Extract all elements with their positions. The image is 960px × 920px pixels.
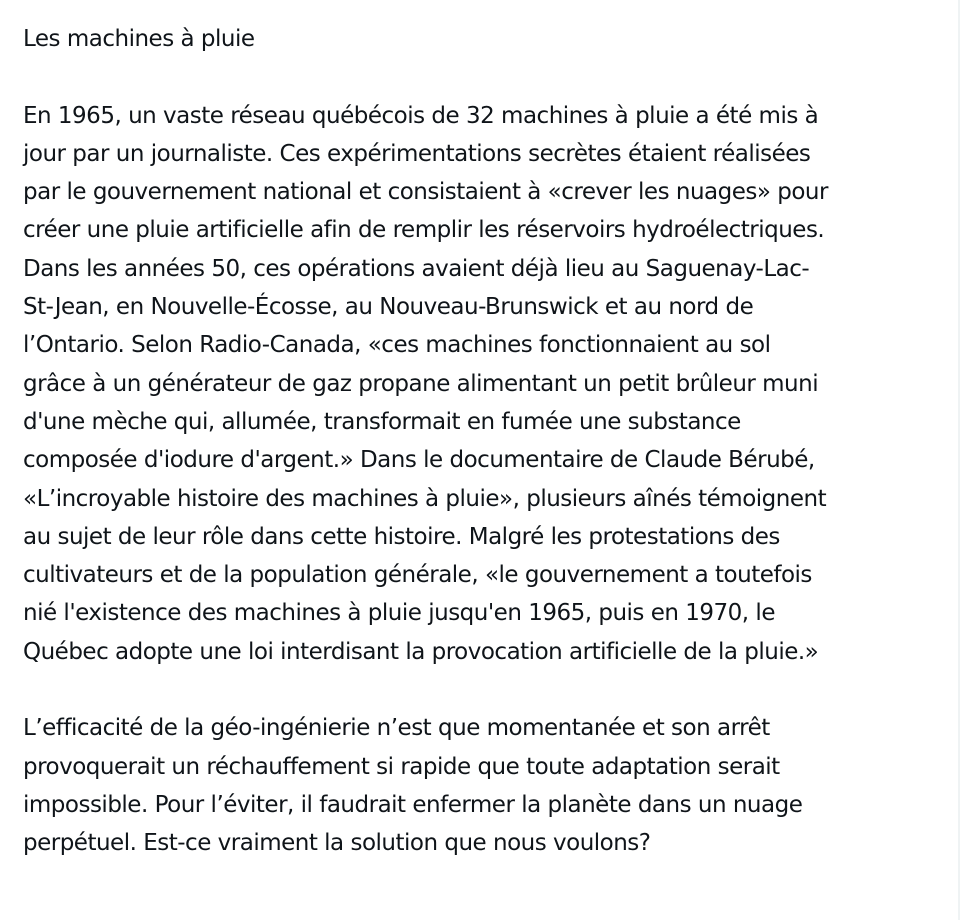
text-line: perpétuel. Est-ce vraiment la solution que nous voulons? xyxy=(23,830,651,857)
paragraph-2 xyxy=(23,709,943,862)
text-line: composée d'iodure d'argent.» Dans le documentaire de Claude Bérubé, xyxy=(23,447,815,474)
text-line: grâce à un générateur de gaz propane alimentant un petit brûleur muni xyxy=(23,370,819,397)
text-line: provoquerait un réchauffement si rapide que toute adaptation serait xyxy=(23,753,780,780)
paragraph-spacer xyxy=(23,58,943,96)
text-line: l’Ontario. Selon Radio-Canada, «ces machines fonctionnaient au sol xyxy=(23,332,771,359)
paragraph-1 xyxy=(23,97,943,671)
text-line: jour par un journaliste. Ces expérimentations secrètes étaient réalisées xyxy=(23,140,811,167)
text-line: cultivateurs et de la population générale, «le gouvernement a toutefois xyxy=(23,562,812,589)
text-line: En 1965, un vaste réseau québécois de 32 machines à pluie a été mis à xyxy=(23,102,819,129)
text-line: créer une pluie artificielle afin de remplir les réservoirs hydroélectriques. xyxy=(23,217,825,244)
post-title: Les machines à pluie xyxy=(23,26,255,52)
text-line: au sujet de leur rôle dans cette histoire. Malgré les protestations des xyxy=(23,523,780,550)
text-line: L’efficacité de la géo-ingénierie n’est que momentanée et son arrêt xyxy=(23,715,770,742)
text-line: Québec adopte une loi interdisant la provocation artificielle de la pluie.» xyxy=(23,638,819,665)
text-line: par le gouvernement national et consistaient à «crever les nuages» pour xyxy=(23,179,828,206)
text-line: St-Jean, en Nouvelle-Écosse, au Nouveau-Brunswick et au nord de xyxy=(23,294,754,321)
text-line: d'une mèche qui, allumée, transformait en fumée une substance xyxy=(23,408,741,435)
text-line: «L’incroyable histoire des machines à pluie», plusieurs aînés témoignent xyxy=(23,485,827,512)
paragraph-spacer xyxy=(23,671,943,709)
text-line: impossible. Pour l’éviter, il faudrait enfermer la planète dans un nuage xyxy=(23,791,803,818)
text-line: Dans les années 50, ces opérations avaient déjà lieu au Saguenay-Lac- xyxy=(23,255,810,282)
text-line: nié l'existence des machines à pluie jusqu'en 1965, puis en 1970, le xyxy=(23,600,775,627)
post-text xyxy=(23,20,943,863)
